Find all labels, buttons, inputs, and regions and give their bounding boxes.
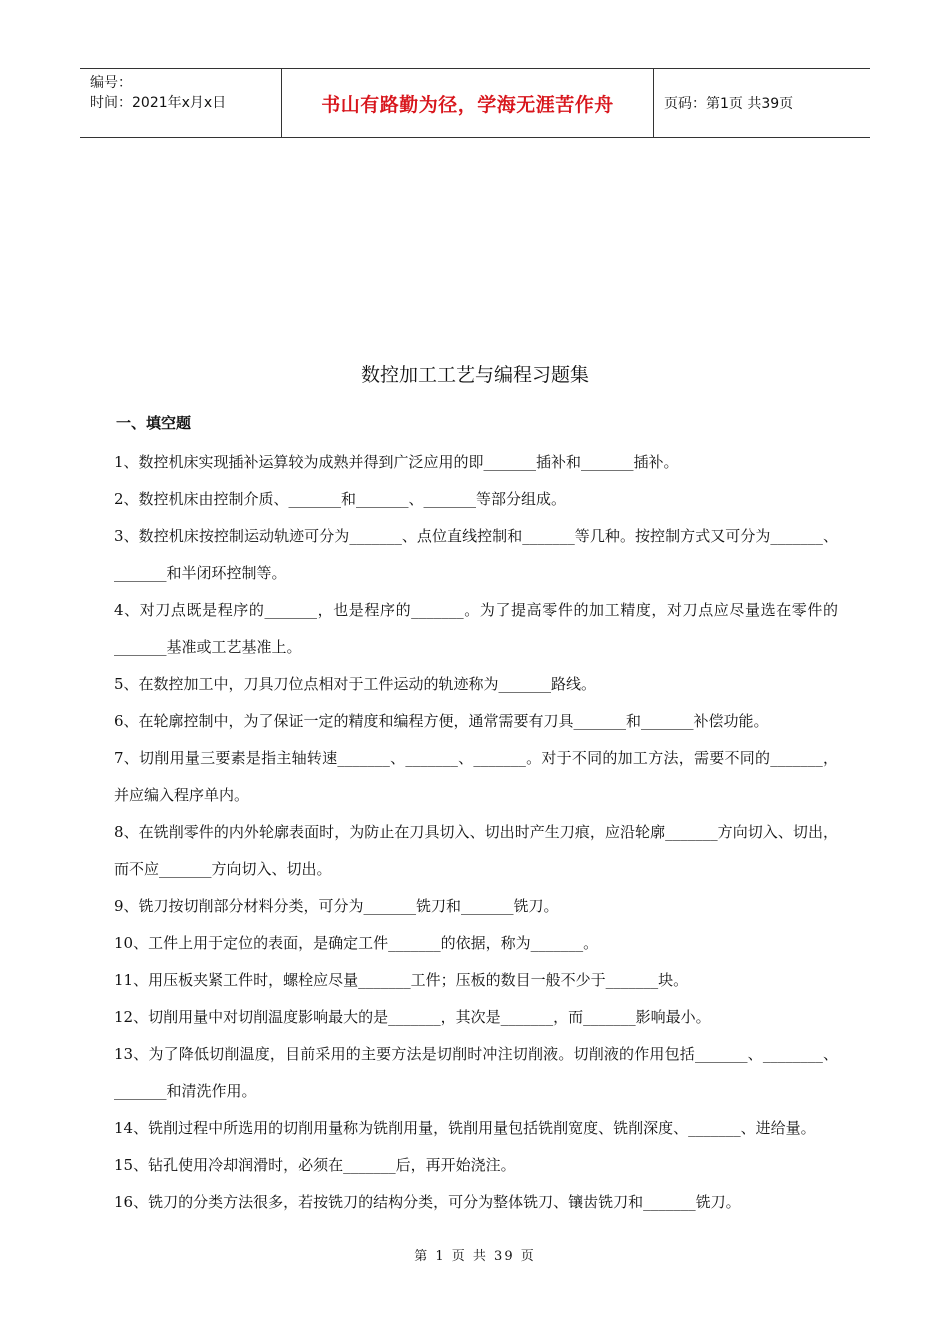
question-item: 6、在轮廓控制中，为了保证一定的精度和编程方便，通常需要有刀具_______和_______补偿功能。: [114, 712, 769, 730]
page-footer: 第 1 页 共 39 页: [414, 1249, 536, 1264]
question-item: 16、铣刀的分类方法很多，若按铣刀的结构分类，可分为整体铣刀、镶齿铣刀和_______铣刀。: [114, 1193, 741, 1211]
question-item: 11、用压板夹紧工件时，螺栓应尽量_______工件；压板的数目一般不少于_______块。: [114, 971, 689, 989]
question-item: 4、对刀点既是程序的_______，也是程序的_______。为了提高零件的加工精度，对刀点应尽量选在零件的_______基准或工艺基准上。: [114, 601, 838, 656]
document-title: 数控加工工艺与编程习题集: [360, 364, 589, 386]
question-list: [114, 444, 838, 1221]
question-item: 15、钻孔使用冷却润滑时，必须在_______后，再开始浇注。: [114, 1156, 516, 1174]
question-item: 9、铣刀按切削部分材料分类，可分为_______铣刀和_______铣刀。: [114, 897, 559, 915]
number-label: 编号：: [90, 75, 132, 91]
section-title: 一、填空题: [116, 414, 192, 432]
question-item: 1、数控机床实现插补运算较为成熟并得到广泛应用的即_______插补和_______插补。: [114, 453, 679, 471]
header-page-cell: [654, 69, 870, 137]
question-item: 13、为了降低切削温度，目前采用的主要方法是切削时冲注切削液。切削液的作用包括_______、________、_______和清洗作用。: [114, 1045, 838, 1100]
header-meta-cell: [80, 69, 282, 137]
page-code: 页码：第1页 共39页: [664, 96, 794, 112]
question-item: 3、数控机床按控制运动轨迹可分为_______、点位直线控制和_______等几种。按控制方式又可分为_______、_______和半闭环控制等。: [114, 527, 838, 582]
header-table: [80, 68, 870, 138]
question-item: 2、数控机床由控制介质、_______和_______、_______等部分组成。: [114, 490, 567, 508]
motto: 书山有路勤为径，学海无涯苦作舟: [321, 93, 614, 116]
time-label: 时间：2021年x月x日: [90, 95, 227, 111]
question-item: 8、在铣削零件的内外轮廓表面时，为防止在刀具切入、切出时产生刀痕，应沿轮廓_______方向切入、切出，而不应_______方向切入、切出。: [114, 823, 838, 878]
question-item: 7、切削用量三要素是指主轴转速_______、_______、_______。对于不同的加工方法，需要不同的_______，并应编入程序单内。: [114, 749, 838, 804]
question-item: 14、铣削过程中所选用的切削用量称为铣削用量，铣削用量包括铣削宽度、铣削深度、_______、进给量。: [114, 1119, 816, 1137]
question-item: 12、切削用量中对切削温度影响最大的是_______，其次是_______，而_______影响最小。: [114, 1008, 711, 1026]
question-item: 10、工件上用于定位的表面，是确定工件_______的依据，称为_______。: [114, 934, 599, 952]
header-motto-cell: [282, 69, 654, 137]
question-item: 5、在数控加工中，刀具刀位点相对于工件运动的轨迹称为_______路线。: [114, 675, 597, 693]
